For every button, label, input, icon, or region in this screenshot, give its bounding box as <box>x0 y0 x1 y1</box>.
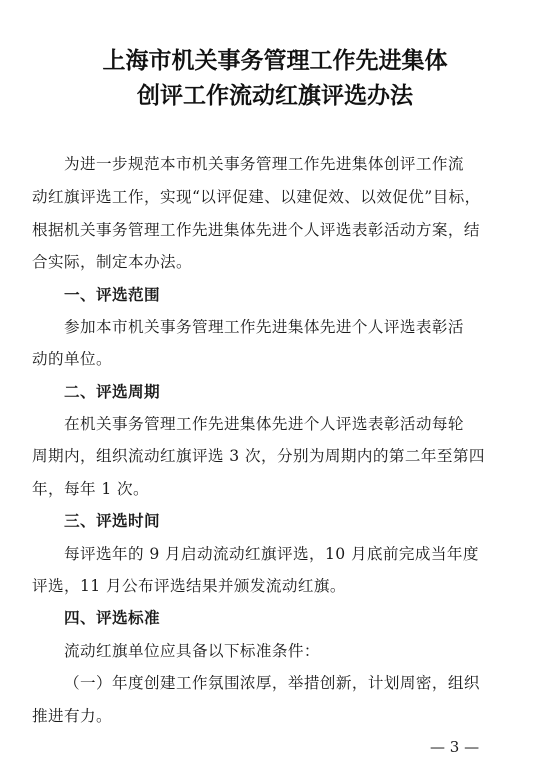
paragraph-line: 每评选年的 9 月启动流动红旗评选，10 月底前完成当年度 <box>64 545 479 563</box>
paragraph-line: 在机关事务管理工作先进集体先进个人评选表彰活动每轮 <box>64 415 464 433</box>
paragraph-line: 合实际，制定本办法。 <box>32 253 192 271</box>
paragraph-line: 为进一步规范本市机关事务管理工作先进集体创评工作流 <box>64 155 464 173</box>
section-heading-scope: 一、评选范围 <box>64 286 160 304</box>
document-title-line-1: 上海市机关事务管理工作先进集体 <box>102 48 448 74</box>
section-heading-criteria: 四、评选标准 <box>64 609 160 627</box>
paragraph-line: 动的单位。 <box>32 350 112 368</box>
section-heading-time: 三、评选时间 <box>64 512 160 530</box>
paragraph-line: 流动红旗单位应具备以下标准条件： <box>64 642 320 660</box>
paragraph-line: （一）年度创建工作氛围浓厚，举措创新，计划周密，组织 <box>64 674 480 692</box>
paragraph-line: 评选，11 月公布评选结果并颁发流动红旗。 <box>32 577 346 595</box>
paragraph-line: 动红旗评选工作，实现“以评促建、以建促效、以效促优”目标， <box>32 188 481 206</box>
paragraph-line: 周期内，组织流动红旗评选 3 次，分别为周期内的第二年至第四 <box>32 447 485 465</box>
paragraph-line: 参加本市机关事务管理工作先进集体先进个人评选表彰活 <box>64 318 464 336</box>
paragraph-line: 根据机关事务管理工作先进集体先进个人评选表彰活动方案，结 <box>32 221 480 239</box>
section-heading-period: 二、评选周期 <box>64 383 160 401</box>
document-title-line-2: 创评工作流动红旗评选办法 <box>137 83 413 109</box>
page-number: — 3 — <box>430 738 480 756</box>
paragraph-line: 年，每年 1 次。 <box>32 480 149 498</box>
paragraph-line: 推进有力。 <box>32 707 112 725</box>
